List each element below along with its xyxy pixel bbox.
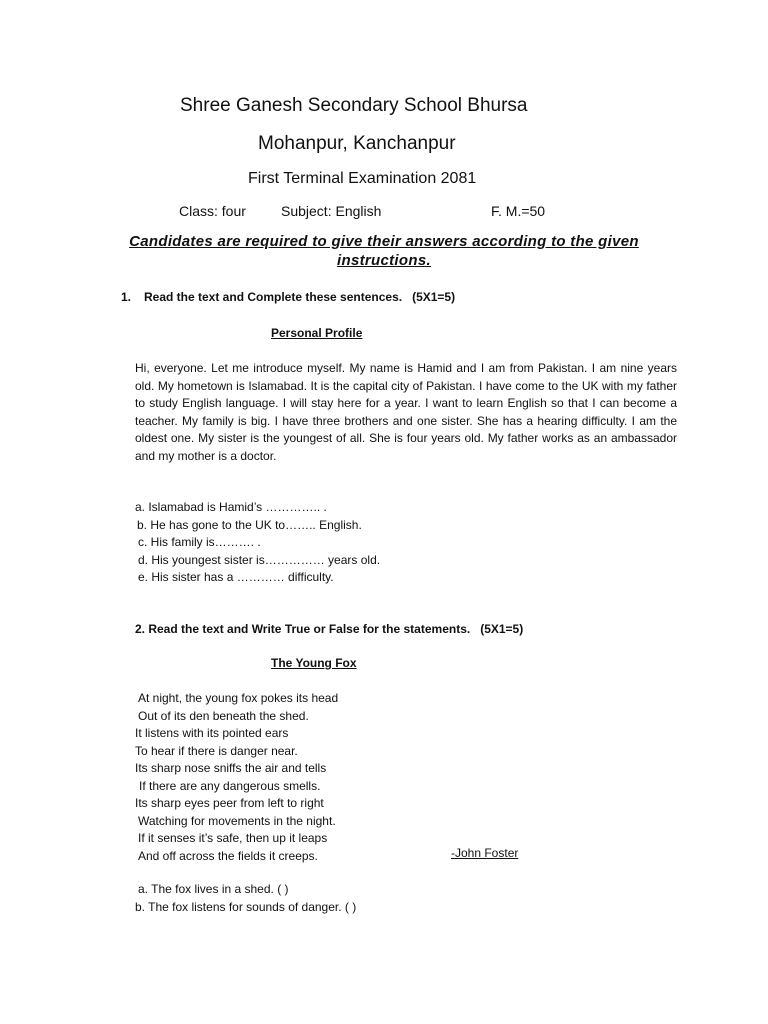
question-1-items — [135, 499, 380, 587]
list-item: a. Islamabad is Hamid’s ………….. . — [135, 500, 327, 514]
poem-title: The Young Fox — [271, 656, 357, 670]
exam-title: First Terminal Examination 2081 — [248, 170, 477, 187]
class-label: Class: four — [179, 203, 246, 219]
general-instructions: Candidates are required to give their answers according to the given instructions. — [129, 233, 639, 269]
question-2-text: 2. Read the text and Write True or False for the statements. — [135, 622, 471, 636]
full-marks-label: F. M.=50 — [491, 203, 546, 219]
question-1-heading — [121, 290, 455, 304]
question-1-marks: (5X1=5) — [412, 290, 456, 304]
question-1-number: 1. — [121, 290, 132, 304]
poem-line: And off across the fields it creeps. — [138, 848, 318, 863]
poem-text — [135, 690, 338, 865]
poem-line: Its sharp nose sniffs the air and tells — [135, 761, 327, 775]
poem-author: -John Foster — [451, 846, 519, 860]
poem-line: If there are any dangerous smells. — [139, 778, 321, 793]
subject-label: Subject: English — [281, 203, 382, 219]
school-address: Mohanpur, Kanchanpur — [258, 133, 456, 154]
question-2-items — [135, 881, 356, 916]
list-item: a. The fox lives in a shed. ( ) — [138, 882, 289, 896]
poem-line: Out of its den beneath the shed. — [138, 708, 309, 723]
poem-line: At night, the young fox pokes its head — [138, 691, 339, 705]
passage-title: Personal Profile — [271, 326, 363, 340]
question-2-heading — [135, 622, 523, 636]
poem-line: It listens with its pointed ears — [135, 726, 289, 740]
question-1-text: Read the text and Complete these sentences. — [144, 290, 403, 304]
question-2-marks: (5X1=5) — [480, 622, 524, 636]
list-item: e. His sister has a ………… difficulty. — [138, 570, 334, 584]
school-name: Shree Ganesh Secondary School Bhursa — [180, 95, 528, 116]
poem-line: To hear if there is danger near. — [135, 743, 298, 758]
list-item: b. The fox listens for sounds of danger. ( ) — [135, 899, 357, 914]
passage-text: Hi, everyone. Let me introduce myself. My name is Hamid and I am from Pakistan. I am nine years old. My hometown is Islamabad. It is the capital city of Pakistan. I have come to the UK with my father to study English language. I will stay here for a year. I want to learn English so that I can become a teacher. My family is big. I have three brothers and one sister. She has a hearing difficulty. I am the oldest one. My sister is the youngest of all. She is four years old. My father works as an ambassador and my mother is a doctor. — [135, 361, 677, 463]
list-item: c. His family is………. . — [138, 535, 261, 549]
poem-line: If it senses it’s safe, then up it leaps — [138, 831, 328, 845]
poem-line: Its sharp eyes peer from left to right — [135, 796, 324, 810]
list-item: d. His youngest sister is…………… years old. — [138, 552, 381, 567]
poem-line: Watching for movements in the night. — [138, 813, 336, 828]
list-item: b. He has gone to the UK to…….. English. — [137, 517, 362, 532]
